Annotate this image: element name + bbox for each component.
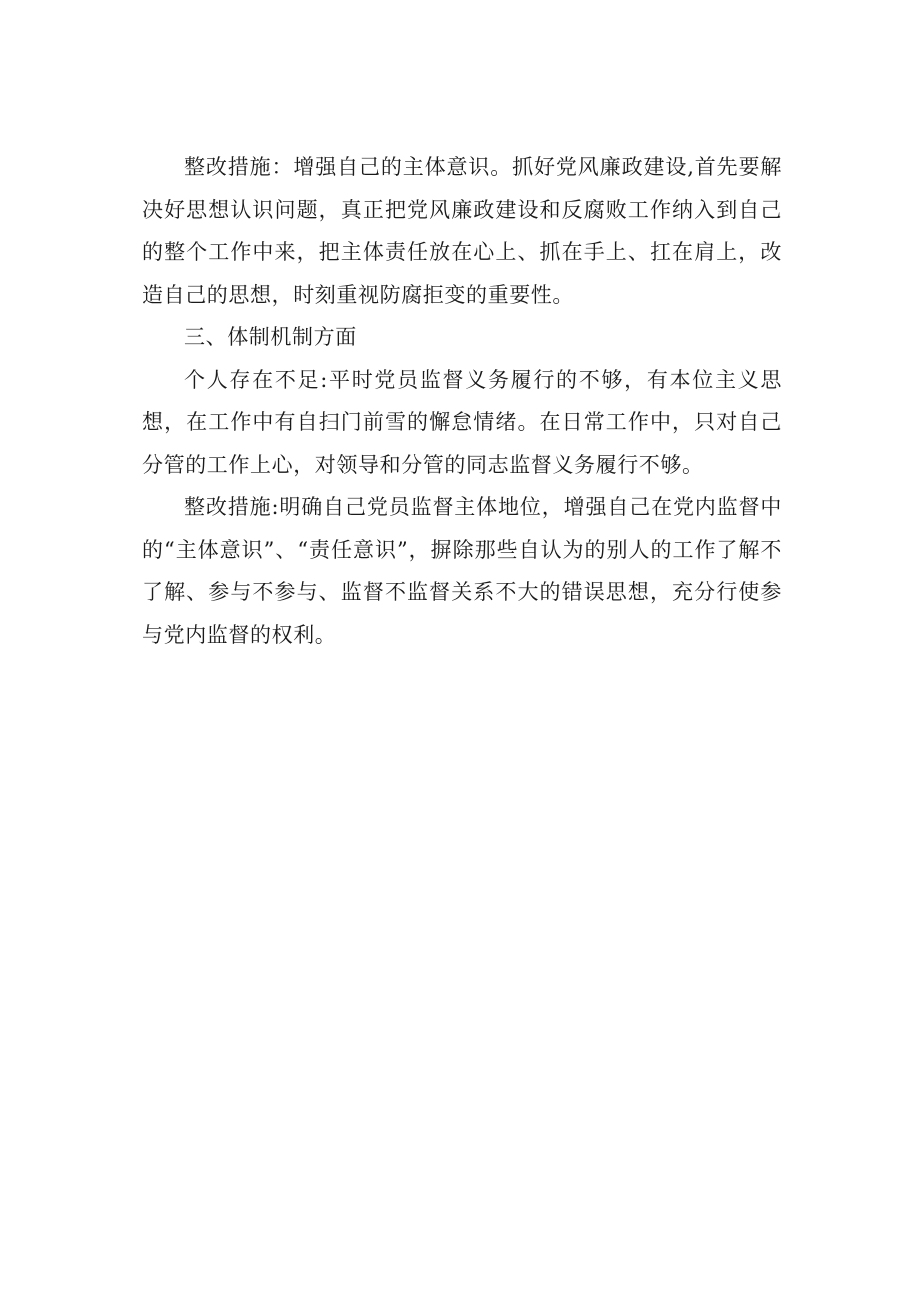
- paragraph-rectification-measures-1: 整改措施：增强自己的主体意识。抓好党风廉政建设,首先要解决好思想认识问题，真正把党风廉政建设和反腐败工作纳入到自己的整个工作中来，把主体责任放在心上、抓在手上、扛在肩上，改造自己的思想，时刻重视防腐拒变的重要性。: [142, 155, 782, 307]
- paragraph-personal-shortcomings: 个人存在不足:平时党员监督义务履行的不够，有本位主义思想，在工作中有自扫门前雪的懈怠情绪。在日常工作中，只对自己分管的工作上心，对领导和分管的同志监督义务履行不够。: [142, 367, 782, 477]
- document-body: [142, 146, 782, 656]
- section-heading-institutional-mechanism: 三、体制机制方面: [184, 325, 357, 349]
- paragraph-rectification-measures-2: 整改措施:明确自己党员监督主体地位，增强自己在党内监督中的“主体意识”、“责任意识”，摒除那些自认为的别人的工作了解不了解、参与不参与、监督不监督关系不大的错误思想，充分行使参与党内监督的权利。: [142, 495, 782, 647]
